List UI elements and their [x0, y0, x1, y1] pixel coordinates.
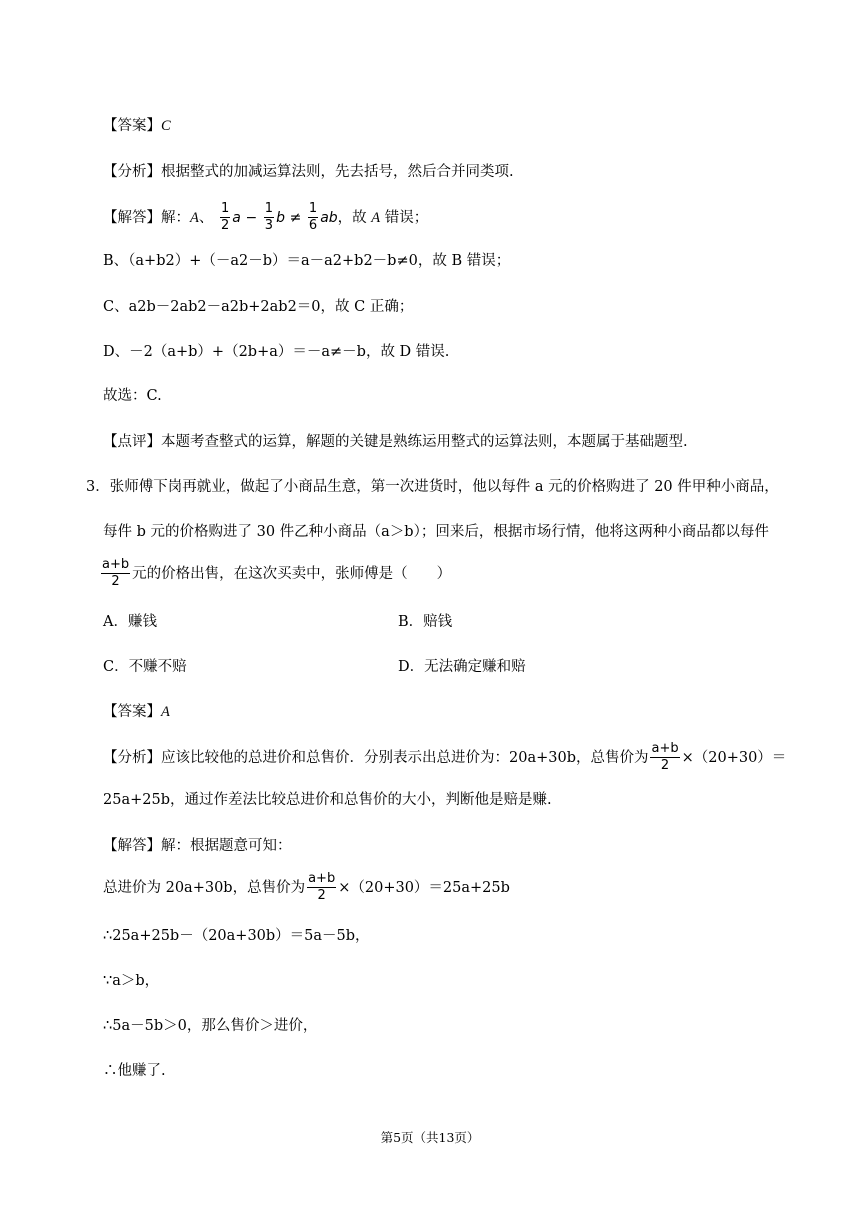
- solution-1-line-a: [103, 200, 428, 236]
- solution-1-line-d: [103, 342, 449, 362]
- solution-text-2: ∴25a+25b－（20a+30b）＝5a－5b，: [103, 928, 370, 944]
- page-footer: [0, 1128, 860, 1146]
- answer-tag: 【答案】: [103, 704, 161, 720]
- option-a-label: A: [190, 210, 199, 226]
- solution-3-line-5: [103, 1061, 166, 1081]
- solution-prefix: 解：: [161, 210, 190, 226]
- solution-3-intro: [103, 836, 292, 856]
- option-c-text: C．不赚不赔: [103, 659, 187, 675]
- solution-3-line-2: [103, 926, 370, 946]
- solution-3-line-1: [103, 870, 510, 906]
- question-number: 3．: [86, 479, 110, 495]
- line-b-text: B、（a+b2）+（－a2－b）＝a－a2+b2－b≠0，故 B 错误；: [103, 253, 511, 269]
- comment-1: [103, 432, 688, 452]
- fraction-avg: $\frac{a+b}{2}$: [308, 870, 336, 903]
- analysis-text-1: 应该比较他的总进价和总售价．分别表示出总进价为：20a+30b，总售价为: [161, 750, 649, 766]
- analysis-3-line-2: [103, 790, 552, 810]
- line-d-text: D、－2（a+b）+（2b+a）＝－a≠－b，故 D 错误.: [103, 344, 450, 360]
- answer-value: C: [161, 118, 171, 134]
- solution-intro: 解：根据题意可知：: [161, 838, 292, 854]
- solution-3-line-3: [103, 971, 159, 991]
- fraction-half: $\frac{1}{2}$: [220, 200, 230, 233]
- option-a-ref: A: [371, 210, 381, 226]
- solution-1-line-b: [103, 251, 510, 271]
- option-a[interactable]: [103, 612, 157, 632]
- solution-text-1: 总进价为 20a+30b，总售价为: [103, 880, 306, 896]
- solution-text-1-post: ×（20+30）＝25a+25b: [338, 880, 510, 896]
- var-ab: ab: [320, 210, 338, 226]
- var-a: a: [232, 210, 241, 226]
- solution-text-4: ∴5a－5b＞0，那么售价＞进价，: [103, 1018, 318, 1034]
- separator: 、: [198, 210, 214, 226]
- solution-tag: 【解答】: [103, 210, 161, 226]
- solution-text-5: ∴他赚了.: [103, 1063, 166, 1079]
- conclusion-suffix: 错误；: [384, 210, 429, 226]
- analysis-1: [103, 162, 514, 182]
- minus-sign: −: [245, 210, 258, 226]
- var-b: b: [276, 210, 285, 226]
- neq-sign: ≠: [289, 210, 302, 226]
- solution-1-choice: [103, 386, 162, 406]
- analysis-text: 根据整式的加减运算法则，先去括号，然后合并同类项.: [161, 164, 514, 180]
- option-d[interactable]: [398, 657, 526, 677]
- analysis-3-line-1: [103, 740, 786, 776]
- question-text-1: 张师傅下岗再就业，做起了小商品生意，第一次进货时，他以每件 a 元的价格购进了 20 件甲种小商品，: [109, 479, 779, 495]
- page-number: 第5页（共13页）: [380, 1130, 480, 1145]
- answer-1: [103, 116, 171, 136]
- conclusion-prefix: ，故: [337, 210, 367, 226]
- fraction-sixth: $\frac{1}{6}$: [308, 200, 318, 233]
- analysis-tag: 【分析】: [103, 164, 161, 180]
- choice-text: 故选：C.: [103, 388, 162, 404]
- solution-text-3: ∵a＞b，: [103, 973, 160, 989]
- option-b-text: B．赔钱: [398, 614, 453, 630]
- analysis-tag: 【分析】: [103, 750, 161, 766]
- fraction-avg: $\frac{a+b}{2}$: [102, 556, 130, 589]
- comment-tag: 【点评】: [103, 434, 161, 450]
- analysis-text-1-post: ×（20+30）＝: [681, 750, 787, 766]
- option-d-text: D．无法确定赚和赔: [398, 659, 526, 675]
- question-text-2: 每件 b 元的价格购进了 30 件乙种小商品（a＞b）；回来后，根据市场行情，他将这两种小商品都以每件: [103, 524, 769, 540]
- line-c-text: C、a2b－2ab2－a2b+2ab2＝0，故 C 正确；: [103, 299, 414, 315]
- comment-text: 本题考查整式的运算，解题的关键是熟练运用整式的运算法则，本题属于基础题型.: [161, 434, 688, 450]
- solution-3-line-4: [103, 1016, 317, 1036]
- question-3-line-2: [103, 522, 769, 542]
- analysis-text-2: 25a+25b，通过作差法比较总进价和总售价的大小，判断他是赔是赚.: [103, 792, 552, 808]
- question-3-line-1: [86, 477, 779, 497]
- option-b[interactable]: [398, 612, 452, 632]
- solution-1-line-c: [103, 297, 413, 317]
- question-3-line-3: [101, 556, 451, 592]
- fraction-avg: $\frac{a+b}{2}$: [651, 740, 679, 773]
- answer-tag: 【答案】: [103, 118, 161, 134]
- option-c[interactable]: [103, 657, 187, 677]
- solution-tag: 【解答】: [103, 838, 161, 854]
- option-a-text: A．赚钱: [103, 614, 157, 630]
- question-text-3: 元的价格出售，在这次买卖中，张师傅是（ ）: [132, 566, 452, 582]
- fraction-third: $\frac{1}{3}$: [264, 200, 274, 233]
- answer-value: A: [161, 704, 170, 720]
- answer-3: [103, 702, 170, 722]
